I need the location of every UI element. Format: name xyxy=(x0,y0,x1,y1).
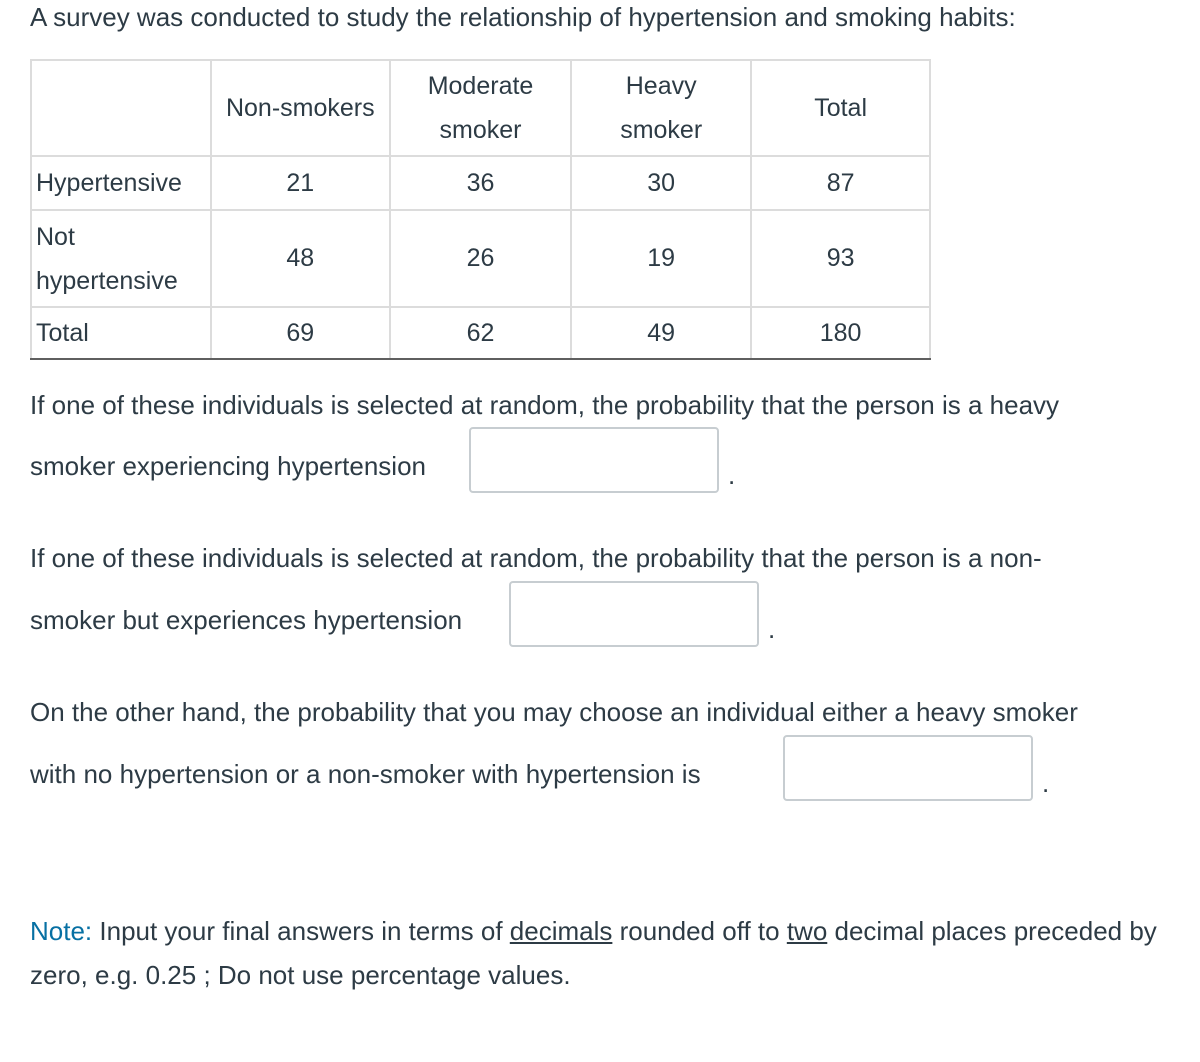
note-decimals: decimals xyxy=(509,916,613,946)
answer-3-input[interactable] xyxy=(783,735,1033,801)
note-text-b: rounded off to xyxy=(612,916,787,946)
question-3-line-1: On the other hand, the probability that you may choose an individual either a heavy smoker xyxy=(30,697,1078,727)
row-label-hypertensive: Hypertensive xyxy=(31,156,211,210)
cell-total-moderate: 62 xyxy=(390,307,571,359)
question-1-line-2: smoker experiencing hypertension xyxy=(30,451,426,481)
survey-table xyxy=(30,59,931,360)
note-text-c: decimal places preceded by zero, e.g. 0.25 ; Do not use percentage values. xyxy=(30,916,1157,990)
answer-2-input[interactable] xyxy=(509,581,759,647)
cell-hyp-moderate: 36 xyxy=(390,156,571,210)
table-row xyxy=(31,156,930,210)
header-heavy-smoker: Heavy smoker xyxy=(571,60,751,156)
cell-not-heavy: 19 xyxy=(571,210,751,307)
cell-hyp-non-smokers: 21 xyxy=(211,156,390,210)
note-paragraph xyxy=(30,909,1180,997)
answer-1-period: . xyxy=(728,460,736,490)
header-moderate-smoker: Moderate smoker xyxy=(390,60,571,156)
table-header-row xyxy=(31,60,930,156)
cell-not-non-smokers: 48 xyxy=(211,210,390,307)
cell-not-total: 93 xyxy=(751,210,930,307)
row-label-total: Total xyxy=(31,307,211,359)
table-row xyxy=(31,210,930,307)
header-non-smokers: Non-smokers xyxy=(211,60,390,156)
cell-hyp-heavy: 30 xyxy=(571,156,751,210)
cell-not-moderate: 26 xyxy=(390,210,571,307)
cell-hyp-total: 87 xyxy=(751,156,930,210)
note-label: Note: xyxy=(30,916,93,946)
cell-total-heavy: 49 xyxy=(571,307,751,359)
answer-1-input[interactable] xyxy=(469,427,719,493)
intro-text: A survey was conducted to study the relationship of hypertension and smoking habits: xyxy=(30,2,1016,32)
question-1-line-1: If one of these individuals is selected at random, the probability that the person is a heavy xyxy=(30,390,1060,420)
cell-total-grand: 180 xyxy=(751,307,930,359)
note-two: two xyxy=(786,916,828,946)
table-row xyxy=(31,307,930,359)
answer-2-period: . xyxy=(768,614,776,644)
cell-total-non-smokers: 69 xyxy=(211,307,390,359)
question-2-line-1: If one of these individuals is selected at random, the probability that the person is a non- xyxy=(30,543,1042,573)
header-total: Total xyxy=(751,60,930,156)
note-text-a: Input your final answers in terms of xyxy=(92,916,510,946)
table-corner-cell xyxy=(31,60,211,156)
question-3-line-2: with no hypertension or a non-smoker with hypertension is xyxy=(30,759,701,789)
answer-3-period: . xyxy=(1042,768,1050,798)
question-2-line-2: smoker but experiences hypertension xyxy=(30,605,463,635)
row-label-not-hypertensive: Not hypertensive xyxy=(31,210,211,307)
